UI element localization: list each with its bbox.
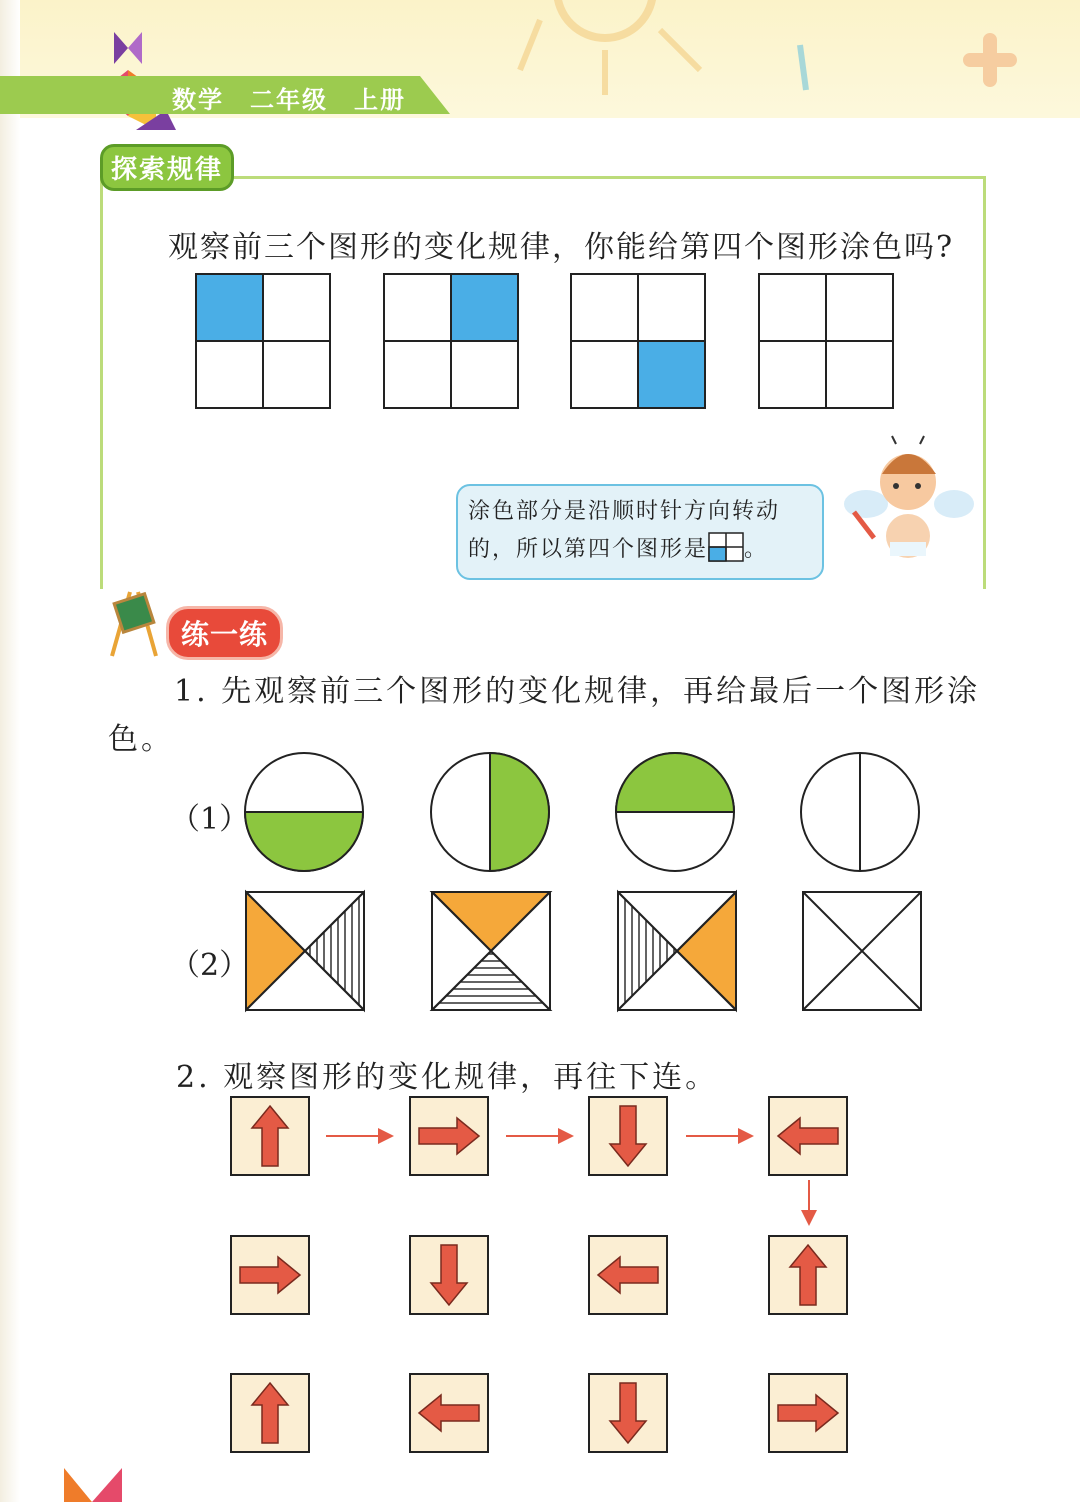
- arrow-tile-down: [410, 1236, 488, 1314]
- arrow-tile-right: [410, 1097, 488, 1175]
- practice-question-2: 2. 观察图形的变化规律，再往下连。: [176, 1060, 719, 1095]
- arrow-tile-left: [589, 1236, 667, 1314]
- shaded-quadrant: [638, 341, 705, 408]
- half-circle-3: [616, 753, 734, 871]
- chalkboard-easel-icon: [104, 586, 164, 658]
- section-badge: 探索规律: [100, 144, 234, 191]
- book-subject: 数学: [172, 86, 224, 114]
- arrow-tile-right: [769, 1374, 847, 1452]
- x-square-4: [803, 892, 921, 1010]
- sub-label-1: （1）: [170, 802, 250, 837]
- shaded-half: [245, 812, 363, 871]
- quadrant-grid-3: [571, 274, 705, 408]
- shaded-quadrant: [451, 274, 518, 341]
- half-circle-1: [245, 753, 363, 871]
- arrow-tile-up: [231, 1374, 309, 1452]
- hint-line-2: [468, 532, 768, 563]
- book-grade: 二年级: [250, 86, 328, 114]
- practice-badge: 练一练: [166, 606, 283, 660]
- arrow-tile-left: [410, 1374, 488, 1452]
- quadrant-grid-4: [759, 274, 893, 408]
- answer-mini-grid-icon: [708, 532, 744, 562]
- shaded-half: [490, 753, 549, 871]
- arrow-tile-right: [231, 1236, 309, 1314]
- hint-suffix: 。: [744, 537, 769, 562]
- hint-prefix: 的，所以第四个图形是: [468, 537, 709, 562]
- quadrant-grid-1: [196, 274, 330, 408]
- cupid-mascot-icon: [846, 434, 970, 574]
- book-volume: 上册: [354, 86, 406, 114]
- shaded-quadrant: [196, 274, 263, 341]
- corner-tangram-icon: [64, 1468, 124, 1502]
- half-circle-4: [801, 753, 919, 871]
- x-square-2: [432, 892, 550, 1010]
- hint-line-1: 涂色部分是沿顺时针方向转动: [468, 499, 781, 524]
- x-square-3: [618, 892, 736, 1010]
- quadrant-grid-2: [384, 274, 518, 408]
- half-circle-2: [431, 753, 549, 871]
- x-square-1: [246, 892, 364, 1010]
- arrow-tile-down: [589, 1374, 667, 1452]
- arrow-tile-up: [769, 1236, 847, 1314]
- explore-question: 观察前三个图形的变化规律，你能给第四个图形涂色吗?: [168, 230, 955, 265]
- arrow-tile-down: [589, 1097, 667, 1175]
- practice-question-1: 1. 先观察前三个图形的变化规律，再给最后一个图形涂色。: [108, 674, 981, 757]
- arrow-tile-up: [231, 1097, 309, 1175]
- sub-label-2: （2）: [170, 948, 250, 983]
- arrow-tile-left: [769, 1097, 847, 1175]
